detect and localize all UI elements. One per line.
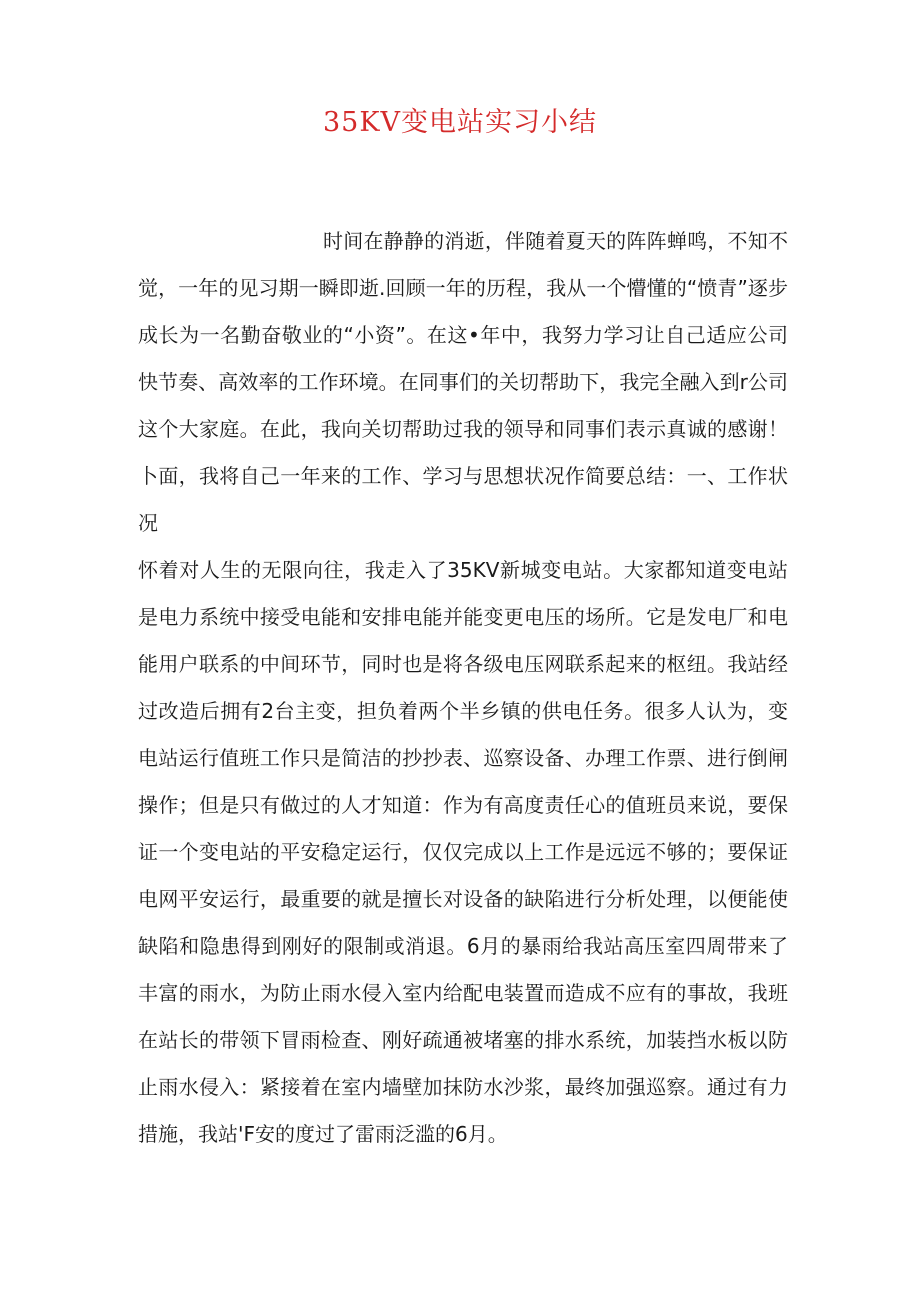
- document-title: 35KV变电站实习小结: [322, 107, 598, 138]
- paragraph-work-status: 怀着对人生的无限向往，我走入了35KV新城变电站。大家都知道变电站是电力系统中接受电能和安排电能并能变更电压的场所。它是发电厂和电能用户联系的中间环节，同时也是将各级电压网联系起来的枢纽。我站经过改造后拥有2台主变，担负着两个半乡镇的供电任务。很多人认为，变电站运行值班工作只是简洁的抄抄表、巡察设备、办理工作票、进行倒闸操作；但是只有做过的人才知道：作为有高度责任心的值班员来说，要保证一个变电站的平安稳定运行，仅仅完成以上工作是远远不够的；要保证电网平安运行，最重要的就是擅长对设备的缺陷进行分析处理，以便能使缺陷和隐患得到刚好的限制或消退。6月的暴雨给我站高压室四周带来了丰富的雨水，为防止雨水侵入室内给配电装置而造成不应有的事故，我班在站长的带领下冒雨检查、刚好疏通被堵塞的排水系统，加装挡水板以防止雨水侵入：紧接着在室内墙壁加抹防水沙浆，最终加强巡察。通过有力措施，我站'F安的度过了雷雨泛滥的6月。: [138, 558, 788, 1146]
- document-body: [138, 218, 788, 1158]
- paragraph-intro: 时间在静静的消逝，伴随着夏天的阵阵蝉鸣，不知不觉，一年的见习期一瞬即逝.回顾一年的历程，我从一个懵懂的“愤青”逐步成长为一名勤奋敬业的“小资”。在这•年中，我努力学习让自己适应公司快节奏、高效率的工作环境。在同事们的关切帮助下，我完全融入到r公司这个大家庭。在此，我向关切帮助过我的领导和同事们表示真诚的感谢！卜面，我将自己一年来的工作、学习与思想状况作简要总结：一、工作状况: [138, 229, 788, 535]
